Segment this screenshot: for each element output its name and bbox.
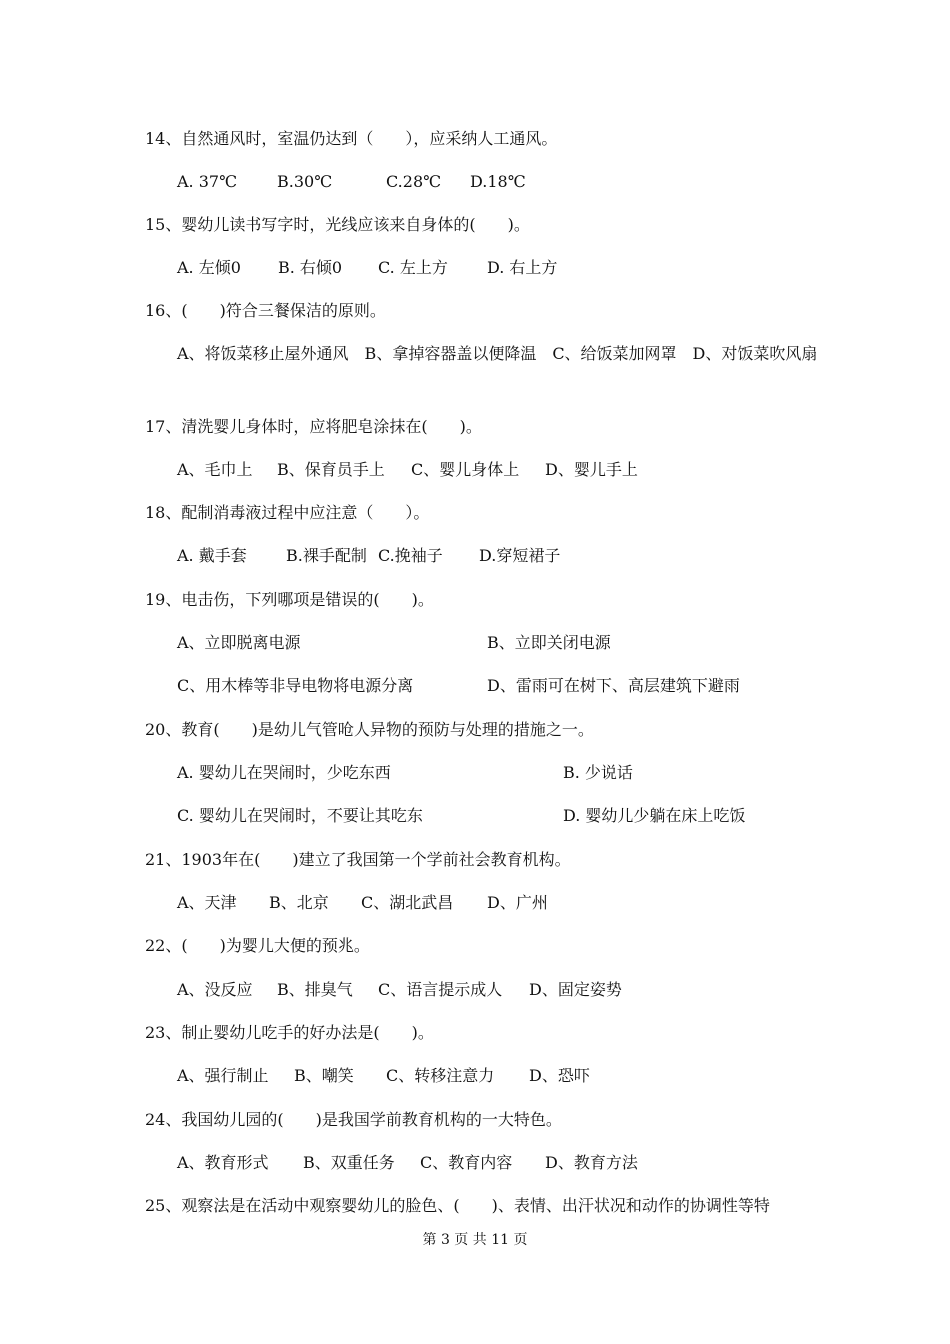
option-15-c: C. 左上方	[378, 258, 448, 277]
option-18-d: D.穿短裙子	[479, 546, 561, 565]
option-23-d: D、恐吓	[529, 1066, 590, 1085]
option-24-a: A、教育形式	[177, 1153, 269, 1172]
option-18-c: C.挽袖子	[378, 546, 443, 565]
option-14-d: D.18℃	[470, 172, 526, 191]
option-20-d: D. 婴幼儿少躺在床上吃饭	[563, 806, 746, 825]
options-16: A、将饭菜移止屋外通风 B、拿掉容器盖以便降温 C、给饭菜加网罩 D、对饭菜吹风扇	[177, 344, 818, 363]
option-17-a: A、毛巾上	[177, 460, 253, 479]
option-15-d: D. 右上方	[487, 258, 558, 277]
option-24-c: C、教育内容	[420, 1153, 513, 1172]
option-22-a: A、没反应	[177, 980, 253, 999]
question-24: 24、我国幼儿园的( )是我国学前教育机构的一大特色。	[145, 1110, 562, 1129]
option-23-a: A、强行制止	[177, 1066, 269, 1085]
option-14-c: C.28℃	[386, 172, 442, 191]
question-18: 18、配制消毒液过程中应注意（ ）。	[145, 503, 430, 522]
option-19-a: A、立即脱离电源	[177, 633, 301, 652]
option-22-c: C、语言提示成人	[378, 980, 503, 999]
option-14-b: B.30℃	[277, 172, 333, 191]
question-16: 16、( )符合三餐保洁的原则。	[145, 301, 386, 320]
option-18-a: A. 戴手套	[177, 546, 247, 565]
question-23: 23、制止婴幼儿吃手的好办法是( )。	[145, 1023, 434, 1042]
question-17: 17、清洗婴儿身体时，应将肥皂涂抹在( )。	[145, 417, 482, 436]
option-24-b: B、双重任务	[303, 1153, 395, 1172]
option-20-c: C. 婴幼儿在哭闹时，不要让其吃东	[177, 806, 423, 825]
option-20-b: B. 少说话	[563, 763, 633, 782]
option-19-d: D、雷雨可在树下、高层建筑下避雨	[487, 676, 740, 695]
option-23-c: C、转移注意力	[386, 1066, 495, 1085]
option-18-b: B.裸手配制	[286, 546, 367, 565]
question-19: 19、电击伤，下列哪项是错误的( )。	[145, 590, 434, 609]
option-14-a: A. 37℃	[177, 172, 237, 191]
option-21-d: D、广州	[487, 893, 548, 912]
option-24-d: D、教育方法	[545, 1153, 638, 1172]
page-footer: 第 3 页 共 11 页	[422, 1232, 528, 1248]
question-15: 15、婴幼儿读书写字时，光线应该来自身体的( )。	[145, 215, 530, 234]
option-15-a: A. 左倾0	[177, 258, 241, 277]
option-17-d: D、婴儿手上	[545, 460, 638, 479]
option-21-c: C、湖北武昌	[361, 893, 454, 912]
option-15-b: B. 右倾0	[278, 258, 343, 277]
option-17-b: B、保育员手上	[277, 460, 385, 479]
question-14: 14、自然通风时，室温仍达到（ ），应采纳人工通风。	[145, 129, 558, 148]
option-23-b: B、嘲笑	[294, 1066, 354, 1085]
option-19-b: B、立即关闭电源	[487, 633, 611, 652]
option-21-b: B、北京	[269, 893, 329, 912]
question-22: 22、( )为婴儿大便的预兆。	[145, 936, 370, 955]
question-21: 21、1903年在( )建立了我国第一个学前社会教育机构。	[145, 850, 571, 869]
option-19-c: C、用木棒等非导电物将电源分离	[177, 676, 414, 695]
question-20: 20、教育( )是幼儿气管呛人异物的预防与处理的措施之一。	[145, 720, 594, 739]
option-17-c: C、婴儿身体上	[411, 460, 520, 479]
option-22-d: D、固定姿势	[529, 980, 622, 999]
option-20-a: A. 婴幼儿在哭闹时，少吃东西	[177, 763, 391, 782]
question-25: 25、观察法是在活动中观察婴幼儿的脸色、( )、表情、出汗状况和动作的协调性等特	[145, 1196, 770, 1215]
option-21-a: A、天津	[177, 893, 237, 912]
option-22-b: B、排臭气	[277, 980, 353, 999]
